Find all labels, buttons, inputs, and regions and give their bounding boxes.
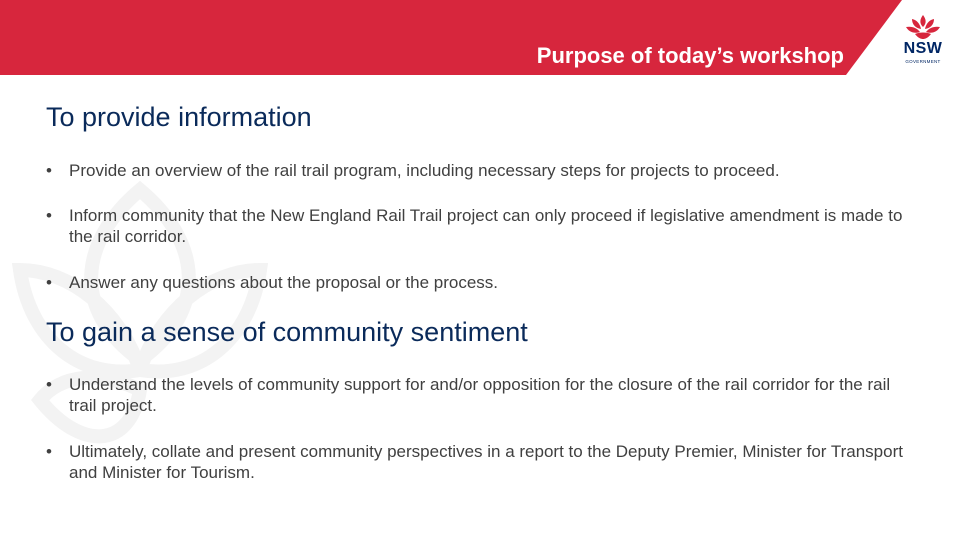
slide-title: Purpose of today’s workshop [536, 43, 844, 68]
bullet-marker: • [46, 206, 52, 225]
bullet-text: Inform community that the New England Rail Trail project can only proceed if legislative amendment is made to the rail corridor. [69, 206, 903, 246]
bullet-marker: • [46, 375, 52, 394]
bullet-marker: • [46, 161, 52, 180]
section-heading: To gain a sense of community sentiment [46, 317, 528, 347]
bullet-marker: • [46, 273, 52, 292]
bullet-text: Answer any questions about the proposal or the process. [69, 273, 499, 292]
bullet-text: Understand the levels of community support for and/or opposition for the closure of the rail corridor for the rail trail project. [69, 375, 891, 415]
waratah-icon [903, 14, 943, 40]
logo-subtitle: GOVERNMENT [905, 59, 941, 64]
bullet-marker: • [46, 442, 52, 461]
nsw-government-logo [899, 14, 947, 66]
list-item [46, 441, 906, 483]
bullet-text: Ultimately, collate and present community perspectives in a report to the Deputy Premier, Minister for Transport and Minister for Tourism. [69, 442, 903, 482]
section-heading: To provide information [46, 102, 312, 132]
bullet-text: Provide an overview of the rail trail program, including necessary steps for projects to proceed. [69, 161, 780, 180]
list-item [46, 272, 906, 293]
list-item [46, 374, 906, 416]
logo-wordmark: NSW [903, 40, 943, 57]
list-item [46, 160, 906, 181]
list-item [46, 205, 906, 247]
